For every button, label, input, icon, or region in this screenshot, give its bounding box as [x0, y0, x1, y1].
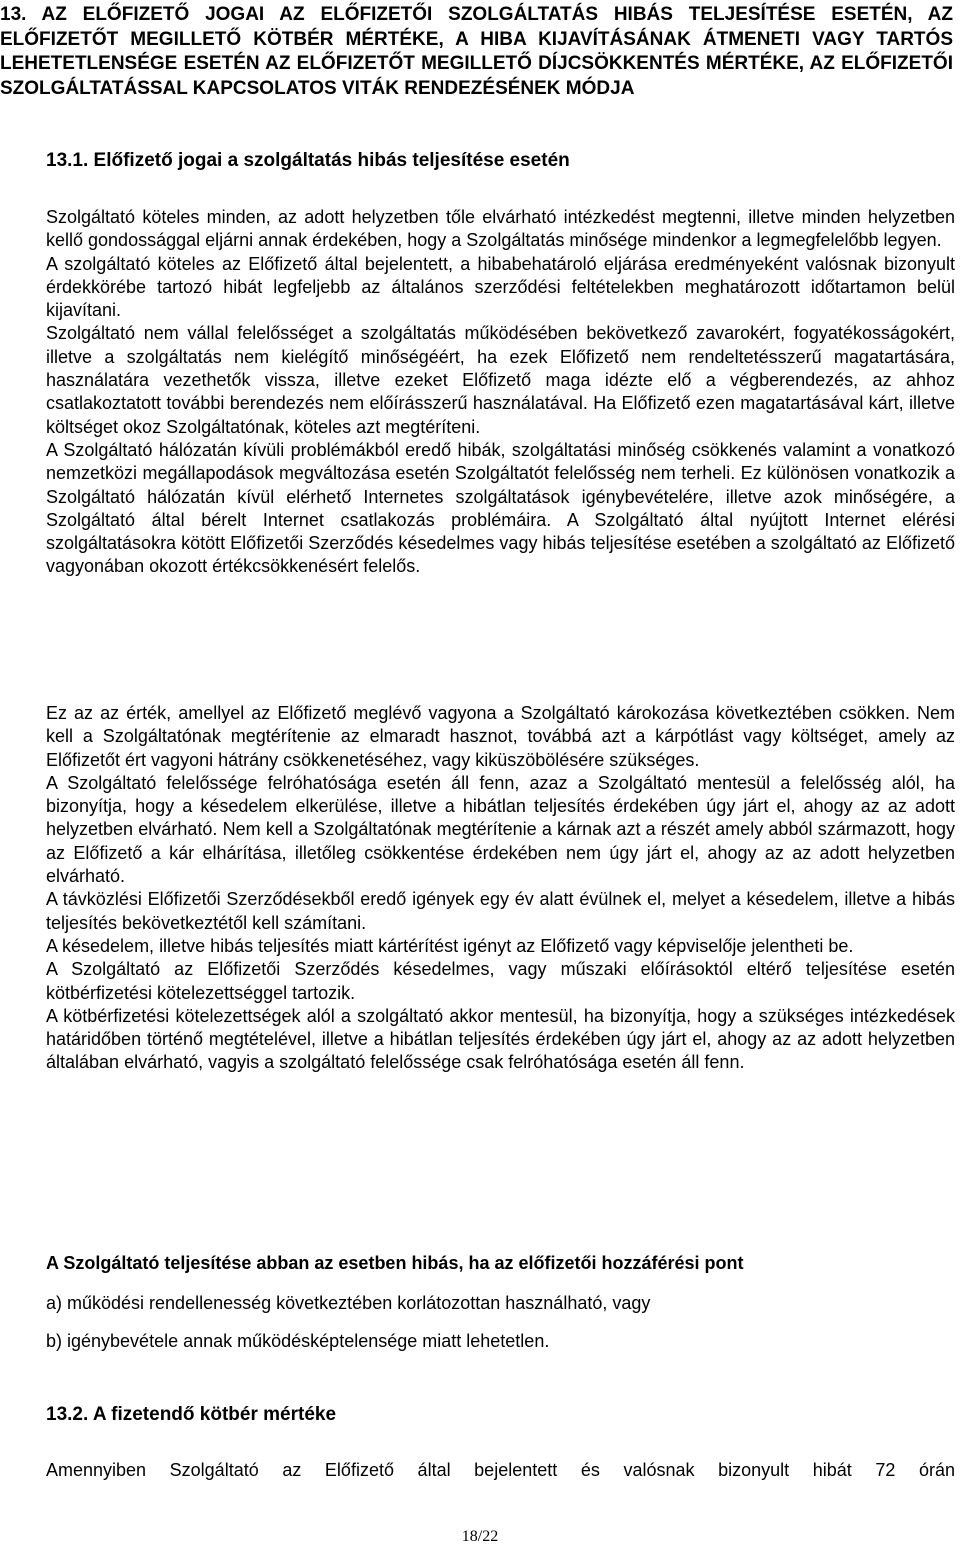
paragraph: A kötbérfizetési kötelezettségek alól a szolgáltató akkor mentesül, ha bizonyítja, hogy a szükséges intézkedések határidőben történő megtételével, illetve a hibátlan teljesítés érdekében úgy járt el, ahogy az az adott helyzetben általában elvárható, vagyis a szolgáltató felelőssége csak felróhatósága esetén áll fenn. — [46, 1005, 955, 1073]
paragraph: A szolgáltató köteles az Előfizető által bejelentett, a hibabehatároló eljárása eredményeként valósnak bizonyult érdekkörébe tartozó hibát legfeljebb az általános szerződési feltételekben meghatározott időtartamon belül kijavítani. — [46, 253, 955, 321]
list-item-b: b) igénybevétele annak működésképtelensége miatt lehetetlen. — [46, 1331, 550, 1351]
section-heading-13-2: 13.2. A fizetendő kötbér mértéke — [46, 1404, 337, 1425]
section-body-1 — [46, 206, 955, 579]
list-item-a: a) működési rendellenesség következtében korlátozottan használható, vagy — [46, 1293, 651, 1313]
paragraph: Ez az az érték, amellyel az Előfizető meglévő vagyona a Szolgáltató károkozása következtében csökken. Nem kell a Szolgáltatónak megtérítenie az elmaradt hasznot, továbbá azt a kárpótlást vagy költséget, amely az Előfizetőt ért vagyoni hátrány csökkenetéséhez, vagy kiküszöbölésére szükséges. — [46, 703, 955, 770]
chapter-title: 13. AZ ELŐFIZETŐ JOGAI AZ ELŐFIZETŐI SZOLGÁLTATÁS HIBÁS TELJESÍTÉSE ESETÉN, AZ ELŐFIZETŐT MEGILLETŐ KÖTBÉR MÉRTÉKE, A HIBA KIJAVÍTÁSÁNAK ÁTMENETI VAGY TARTÓS LEHETETLENSÉGE ESETÉN AZ ELŐFIZETŐT MEGILLETŐ DÍJCSÖKKENTÉS MÉRTÉKE, AZ ELŐFIZETŐI SZOLGÁLTATÁSSAL KAPCSOLATOS VITÁK RENDEZÉSÉNEK MÓDJA — [0, 4, 953, 99]
section-heading-13-1: 13.1. Előfizető jogai a szolgáltatás hibás teljesítése esetén — [46, 150, 570, 171]
paragraph: A Szolgáltató hálózatán kívüli problémákból eredő hibák, szolgáltatási minőség csökkenés valamint a vonatkozó nemzetközi megállapodások megváltozása esetén Szolgáltatót felelősség nem terheli. Ez különösen vonatkozik a Szolgáltató hálózatán kívül elérhető Internetes szolgáltatások igénybevételére, illetve azok minőségére, a Szolgáltató által bérelt Internet csatlakozás problémáira. A Szolgáltató által nyújtott Internet elérési szolgáltatásokra kötött Előfizetői Szerződés késedelmes vagy hibás teljesítése esetében a szolgáltató az Előfizető vagyonában okozott értékcsökkenésért felelős. — [46, 439, 955, 577]
paragraph: A Szolgáltató felelőssége felróhatósága esetén áll fenn, azaz a Szolgáltató mentesül a felelősség alól, ha bizonyítja, hogy a késedelem elkerülése, illetve a hibátlan teljesítés érdekében úgy járt el, ahogy az az adott helyzetben elvárható. Nem kell a Szolgáltatónak megtérítenie a kárnak azt a részét amely abból származott, hogy az Előfizető a kár elhárítása, illetőleg csökkentése érdekében nem úgy járt el, ahogy az az adott helyzetben elvárható. — [46, 772, 955, 887]
paragraph: A késedelem, illetve hibás teljesítés miatt kártérítést igényt az Előfizető vagy képviselője jelentheti be. — [46, 935, 854, 956]
section-body-2 — [46, 702, 955, 1075]
access-point-heading: A Szolgáltató teljesítése abban az esetben hibás, ha az előfizetői hozzáférési pont — [46, 1253, 744, 1273]
paragraph: Szolgáltató nem vállal felelősséget a szolgáltatás működésében bekövetkező zavarokért, fogyatékosságokért, illetve a szolgáltatás nem kielégítő minőségéért, ha ezek Előfizető nem rendeltetésszerű magatartására, használatára vezethetők vissza, illetve ezeket Előfizető maga idézte elő a végberendezés, az ahhoz csatlakoztatott további berendezés nem előírásszerű használatával. Ha Előfizető ezen magatartásával kárt, illetve költséget okoz Szolgáltatónak, köteles azt megtéríteni. — [46, 323, 955, 437]
page-number: 18/22 — [461, 1528, 499, 1545]
paragraph: Szolgáltató köteles minden, az adott helyzetben tőle elvárható intézkedést megtenni, illetve minden helyzetben kellő gondossággal eljárni annak érdekében, hogy a Szolgáltatás minősége mindenkor a legmegfelelőbb legyen. — [46, 207, 955, 251]
paragraph: A távközlési Előfizetői Szerződésekből eredő igények egy év alatt évülnek el, melyet a késedelem, illetve a hibás teljesítés bekövetkeztétől kell számítani. — [46, 889, 955, 933]
paragraph: A Szolgáltató az Előfizetői Szerződés késedelmes, vagy műszaki előírásoktól eltérő teljesítése esetén kötbérfizetési kötelezettséggel tartozik. — [46, 959, 955, 1003]
paragraph-continuation: Amennyiben Szolgáltató az Előfizető által bejelentett és valósnak bizonyult hibát 72 órán — [46, 1460, 955, 1480]
